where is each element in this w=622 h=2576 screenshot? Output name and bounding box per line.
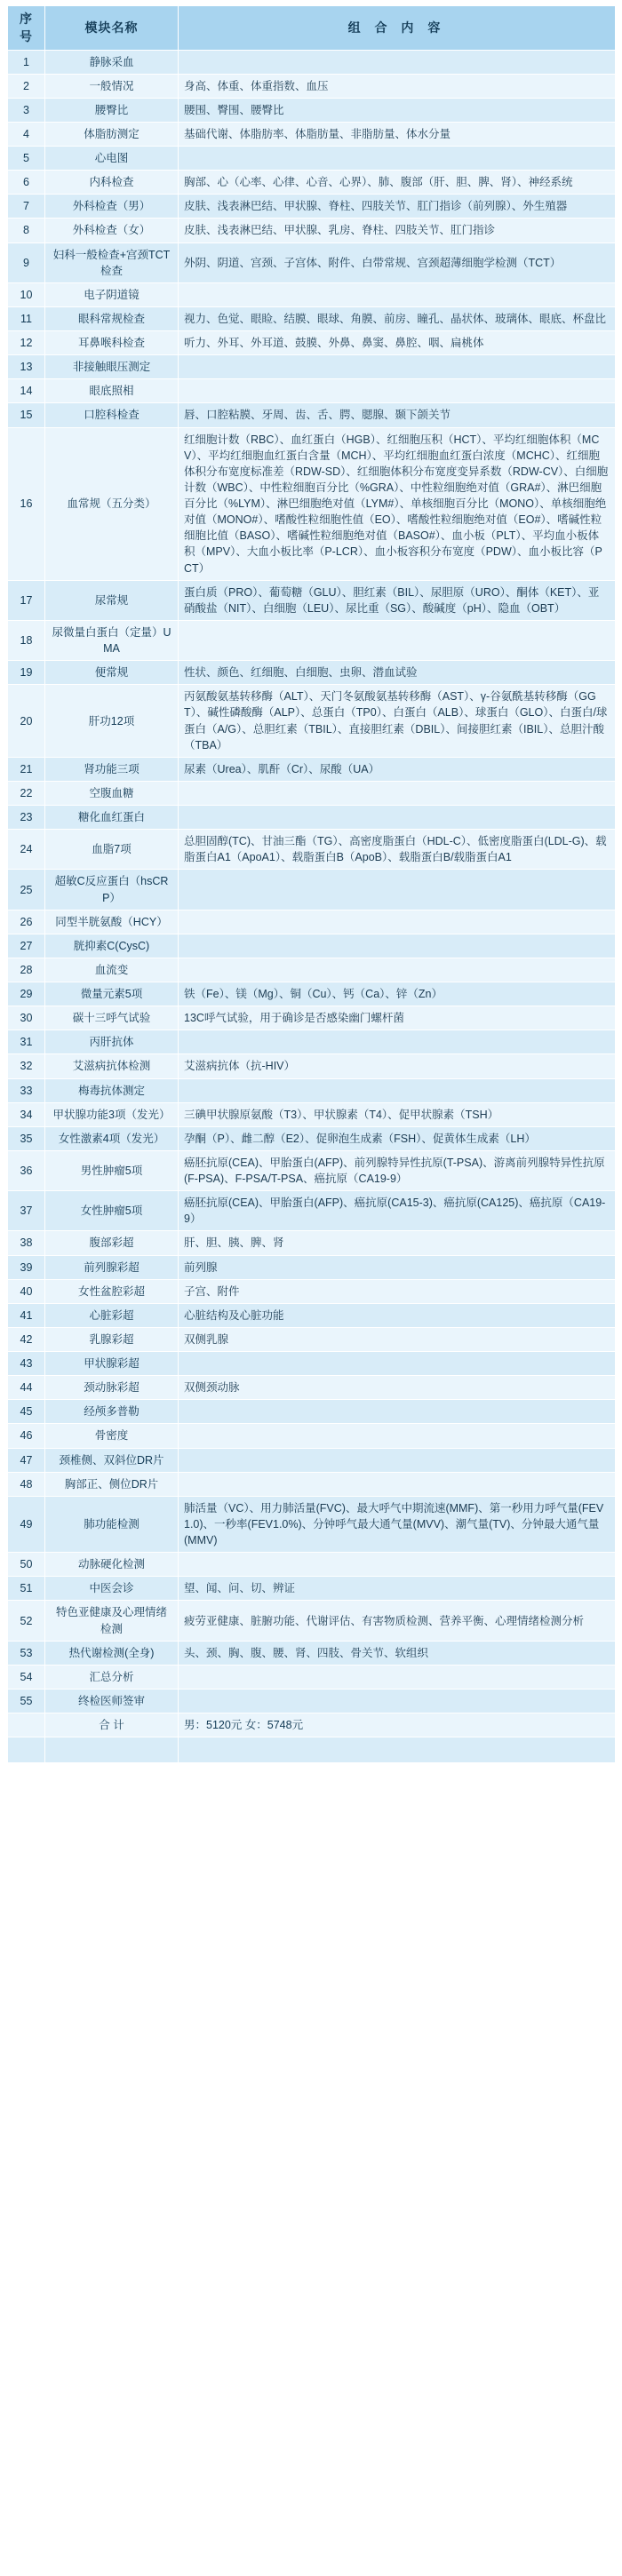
row-module-content: 胸部、心（心率、心律、心音、心界）、肺、腹部（肝、胆、脾、肾）、神经系统 xyxy=(179,171,616,195)
row-module-name: 耳鼻喉科检查 xyxy=(45,331,179,355)
row-module-name: 心电图 xyxy=(45,147,179,171)
row-index: 39 xyxy=(8,1255,45,1279)
row-module-content xyxy=(179,282,616,306)
row-index: 48 xyxy=(8,1472,45,1496)
row-module-content: 铁（Fe）、镁（Mg）、铜（Cu）、钙（Ca）、锌（Zn） xyxy=(179,982,616,1006)
table-row xyxy=(8,50,616,74)
table-row xyxy=(8,355,616,379)
row-module-content xyxy=(179,1030,616,1054)
blank-cell xyxy=(179,1737,616,1763)
row-module-name: 口腔科检查 xyxy=(45,403,179,427)
row-index: 49 xyxy=(8,1496,45,1552)
row-index: 10 xyxy=(8,282,45,306)
table-row xyxy=(8,331,616,355)
row-module-content: 肺活量（VC）、用力肺活量(FVC)、最大呼气中期流速(MMF)、第一秒用力呼气量(FEV1.0)、一秒率(FEV1.0%)、分钟呼气最大通气量(MVV)、潮气量(TV)、分钟最大通气量(MMV) xyxy=(179,1496,616,1552)
row-module-content: 听力、外耳、外耳道、鼓膜、外鼻、鼻窦、鼻腔、咽、扁桃体 xyxy=(179,331,616,355)
table-row xyxy=(8,122,616,146)
table-row xyxy=(8,910,616,934)
row-module-content xyxy=(179,1424,616,1448)
table-row xyxy=(8,1078,616,1102)
table-row xyxy=(8,1601,616,1641)
row-module-name: 艾滋病抗体检测 xyxy=(45,1054,179,1078)
row-module-name: 眼底照相 xyxy=(45,379,179,403)
row-module-name: 颈动脉彩超 xyxy=(45,1376,179,1400)
row-index: 47 xyxy=(8,1448,45,1472)
row-module-content: 唇、口腔粘膜、牙周、齿、舌、腭、腮腺、颞下颌关节 xyxy=(179,403,616,427)
table-row xyxy=(8,1327,616,1351)
table-row xyxy=(8,982,616,1006)
row-module-content: 双侧颈动脉 xyxy=(179,1376,616,1400)
table-row xyxy=(8,1150,616,1190)
row-index: 17 xyxy=(8,580,45,620)
row-index: 31 xyxy=(8,1030,45,1054)
row-module-name: 终检医师签审 xyxy=(45,1689,179,1713)
row-index: 23 xyxy=(8,806,45,830)
row-index: 4 xyxy=(8,122,45,146)
row-index: 3 xyxy=(8,98,45,122)
row-index: 11 xyxy=(8,306,45,330)
table-row xyxy=(8,242,616,282)
row-index: 41 xyxy=(8,1303,45,1327)
row-module-name: 经颅多普勒 xyxy=(45,1400,179,1424)
row-index: 6 xyxy=(8,171,45,195)
row-module-name: 热代谢检测(全身) xyxy=(45,1641,179,1665)
row-module-content xyxy=(179,379,616,403)
row-index: 43 xyxy=(8,1352,45,1376)
row-module-content: 前列腺 xyxy=(179,1255,616,1279)
row-module-content: 腰围、臀围、腰臀比 xyxy=(179,98,616,122)
row-module-name: 女性肿瘤5项 xyxy=(45,1191,179,1231)
row-module-name: 甲状腺功能3项（发光） xyxy=(45,1102,179,1126)
row-module-name: 肝功12项 xyxy=(45,685,179,758)
table-row xyxy=(8,74,616,98)
row-index: 5 xyxy=(8,147,45,171)
table-row xyxy=(8,1400,616,1424)
row-module-name: 超敏C反应蛋白（hsCRP） xyxy=(45,870,179,910)
row-module-content: 外阴、阴道、宫颈、子宫体、附件、白带常规、宫颈超薄细胞学检测（TCT） xyxy=(179,242,616,282)
table-row xyxy=(8,427,616,580)
row-module-content: 子宫、附件 xyxy=(179,1279,616,1303)
row-module-content xyxy=(179,1400,616,1424)
row-module-content xyxy=(179,50,616,74)
table-row xyxy=(8,1577,616,1601)
row-module-name: 静脉采血 xyxy=(45,50,179,74)
row-index: 35 xyxy=(8,1126,45,1150)
table-row xyxy=(8,379,616,403)
row-index: 55 xyxy=(8,1689,45,1713)
total-value: 男：5120元 女：5748元 xyxy=(179,1713,616,1737)
row-module-name: 体脂肪测定 xyxy=(45,122,179,146)
row-index: 8 xyxy=(8,219,45,242)
row-module-name: 汇总分析 xyxy=(45,1665,179,1689)
table-row xyxy=(8,1689,616,1713)
table-row xyxy=(8,806,616,830)
row-module-name: 甲状腺彩超 xyxy=(45,1352,179,1376)
row-module-name: 妇科一般检查+宫颈TCT检查 xyxy=(45,242,179,282)
table-row xyxy=(8,1191,616,1231)
row-module-name: 男性肿瘤5项 xyxy=(45,1150,179,1190)
table-row xyxy=(8,620,616,660)
row-index: 21 xyxy=(8,757,45,781)
row-module-name: 空腹血糖 xyxy=(45,781,179,805)
row-index: 16 xyxy=(8,427,45,580)
table-row xyxy=(8,1424,616,1448)
row-index: 28 xyxy=(8,958,45,982)
row-module-content: 艾滋病抗体（抗-HIV） xyxy=(179,1054,616,1078)
row-module-content xyxy=(179,910,616,934)
row-module-name: 同型半胱氨酸（HCY） xyxy=(45,910,179,934)
table-row xyxy=(8,219,616,242)
row-index: 2 xyxy=(8,74,45,98)
row-module-name: 前列腺彩超 xyxy=(45,1255,179,1279)
row-index: 19 xyxy=(8,661,45,685)
table-row xyxy=(8,98,616,122)
table-row xyxy=(8,306,616,330)
row-index: 26 xyxy=(8,910,45,934)
row-index: 1 xyxy=(8,50,45,74)
row-module-name: 中医会诊 xyxy=(45,1577,179,1601)
table-row xyxy=(8,1054,616,1078)
table-row xyxy=(8,757,616,781)
row-module-content xyxy=(179,1352,616,1376)
exam-items-table xyxy=(7,5,616,1763)
row-module-content xyxy=(179,1665,616,1689)
table-header xyxy=(8,6,616,51)
row-index: 12 xyxy=(8,331,45,355)
row-module-name: 便常规 xyxy=(45,661,179,685)
row-module-name: 肾功能三项 xyxy=(45,757,179,781)
row-module-content xyxy=(179,1553,616,1577)
row-index: 38 xyxy=(8,1231,45,1255)
total-row xyxy=(8,1713,616,1737)
row-module-content xyxy=(179,147,616,171)
table-row xyxy=(8,685,616,758)
row-module-name: 胸部正、侧位DR片 xyxy=(45,1472,179,1496)
header-name: 模块名称 xyxy=(45,6,179,51)
row-module-content: 望、闻、问、切、辨证 xyxy=(179,1577,616,1601)
table-row xyxy=(8,1448,616,1472)
table-row xyxy=(8,147,616,171)
table-row xyxy=(8,1126,616,1150)
row-index: 32 xyxy=(8,1054,45,1078)
row-index: 14 xyxy=(8,379,45,403)
row-index: 20 xyxy=(8,685,45,758)
row-module-content: 双侧乳腺 xyxy=(179,1327,616,1351)
row-index: 7 xyxy=(8,195,45,219)
table-row xyxy=(8,1665,616,1689)
row-module-name: 内科检查 xyxy=(45,171,179,195)
row-module-content xyxy=(179,1472,616,1496)
row-module-content xyxy=(179,1078,616,1102)
row-module-content: 三碘甲状腺原氨酸（T3）、甲状腺素（T4）、促甲状腺素（TSH） xyxy=(179,1102,616,1126)
row-index: 13 xyxy=(8,355,45,379)
row-module-name: 血常规（五分类） xyxy=(45,427,179,580)
table-row xyxy=(8,1231,616,1255)
row-index: 51 xyxy=(8,1577,45,1601)
row-module-content: 皮肤、浅表淋巴结、甲状腺、脊柱、四肢关节、肛门指诊（前列腺）、外生殖器 xyxy=(179,195,616,219)
row-module-name: 心脏彩超 xyxy=(45,1303,179,1327)
row-module-name: 腹部彩超 xyxy=(45,1231,179,1255)
table-row xyxy=(8,1496,616,1552)
row-index: 18 xyxy=(8,620,45,660)
row-module-content xyxy=(179,958,616,982)
row-module-content: 蛋白质（PRO）、葡萄糖（GLU）、胆红素（BIL）、尿胆原（URO）、酮体（KET）、亚硝酸盐（NIT）、白细胞（LEU）、尿比重（SG）、酸碱度（pH）、隐血（OBT） xyxy=(179,580,616,620)
row-module-content xyxy=(179,870,616,910)
table-row xyxy=(8,1352,616,1376)
blank-cell xyxy=(45,1737,179,1763)
table-row xyxy=(8,661,616,685)
row-module-content: 肝、胆、胰、脾、肾 xyxy=(179,1231,616,1255)
table-row xyxy=(8,171,616,195)
table-row xyxy=(8,781,616,805)
row-module-content xyxy=(179,781,616,805)
row-index: 22 xyxy=(8,781,45,805)
row-module-name: 尿微量白蛋白（定量）UMA xyxy=(45,620,179,660)
row-module-content: 头、颈、胸、腹、腰、肾、四肢、骨关节、软组织 xyxy=(179,1641,616,1665)
table-row xyxy=(8,958,616,982)
table-row xyxy=(8,830,616,870)
row-index: 53 xyxy=(8,1641,45,1665)
row-module-content: 癌胚抗原(CEA)、甲胎蛋白(AFP)、前列腺特异性抗原(T-PSA)、游离前列腺特异性抗原(F-PSA)、F-PSA/T-PSA、癌抗原（CA19-9） xyxy=(179,1150,616,1190)
row-module-name: 颈椎侧、双斜位DR片 xyxy=(45,1448,179,1472)
row-module-content xyxy=(179,934,616,958)
row-module-content: 癌胚抗原(CEA)、甲胎蛋白(AFP)、癌抗原(CA15-3)、癌抗原(CA125)、癌抗原（CA19-9） xyxy=(179,1191,616,1231)
row-module-content xyxy=(179,1689,616,1713)
blank-cell xyxy=(8,1737,45,1763)
table-row xyxy=(8,1030,616,1054)
row-index: 45 xyxy=(8,1400,45,1424)
row-index: 46 xyxy=(8,1424,45,1448)
row-module-name: 特色亚健康及心理情绪检测 xyxy=(45,1601,179,1641)
table-row xyxy=(8,1376,616,1400)
row-module-name: 骨密度 xyxy=(45,1424,179,1448)
row-module-content: 孕酮（P）、雌二醇（E2）、促卵泡生成素（FSH）、促黄体生成素（LH） xyxy=(179,1126,616,1150)
row-module-name: 尿常规 xyxy=(45,580,179,620)
row-module-content: 心脏结构及心脏功能 xyxy=(179,1303,616,1327)
row-module-content: 总胆固醇(TC)、甘油三酯（TG）、高密度脂蛋白（HDL-C）、低密度脂蛋白(LDL-G)、载脂蛋白A1（ApoA1）、载脂蛋白B（ApoB）、载脂蛋白B/载脂蛋白A1 xyxy=(179,830,616,870)
row-index: 27 xyxy=(8,934,45,958)
table-row xyxy=(8,1006,616,1030)
row-index: 25 xyxy=(8,870,45,910)
row-index: 29 xyxy=(8,982,45,1006)
row-index: 9 xyxy=(8,242,45,282)
row-module-name: 外科检查（女） xyxy=(45,219,179,242)
total-label: 合 计 xyxy=(45,1713,179,1737)
table-row xyxy=(8,1102,616,1126)
row-module-content: 身高、体重、体重指数、血压 xyxy=(179,74,616,98)
table-row xyxy=(8,1255,616,1279)
table-row xyxy=(8,1303,616,1327)
row-index: 30 xyxy=(8,1006,45,1030)
row-index: 40 xyxy=(8,1279,45,1303)
row-module-name: 微量元素5项 xyxy=(45,982,179,1006)
row-index: 15 xyxy=(8,403,45,427)
row-module-content xyxy=(179,620,616,660)
row-module-content xyxy=(179,355,616,379)
row-module-name: 肺功能检测 xyxy=(45,1496,179,1552)
row-module-content: 皮肤、浅表淋巴结、甲状腺、乳房、脊柱、四肢关节、肛门指诊 xyxy=(179,219,616,242)
row-index: 50 xyxy=(8,1553,45,1577)
row-module-name: 一般情况 xyxy=(45,74,179,98)
table-row xyxy=(8,580,616,620)
row-index: 24 xyxy=(8,830,45,870)
table-body xyxy=(8,50,616,1763)
row-module-content: 视力、色觉、眼睑、结膜、眼球、角膜、前房、瞳孔、晶状体、玻璃体、眼底、杯盘比 xyxy=(179,306,616,330)
row-module-name: 梅毒抗体测定 xyxy=(45,1078,179,1102)
row-index: 34 xyxy=(8,1102,45,1126)
row-module-content xyxy=(179,1448,616,1472)
row-index: 33 xyxy=(8,1078,45,1102)
row-module-name: 眼科常规检查 xyxy=(45,306,179,330)
total-row-index xyxy=(8,1713,45,1737)
table-row xyxy=(8,1279,616,1303)
row-module-content xyxy=(179,806,616,830)
table-row xyxy=(8,1472,616,1496)
row-module-content: 红细胞计数（RBC）、血红蛋白（HGB）、红细胞压积（HCT）、平均红细胞体积（MCV）、平均红细胞血红蛋白含量（MCH）、平均红细胞血红蛋白浓度（MCHC）、红细胞体积分布宽度标准差（RDW-SD）、红细胞体积分布宽度变异系数（RDW-CV）、白细胞计数（WBC）、中性粒细胞百分比（%GRA）、中性粒细胞绝对值（GRA#）、淋巴细胞百分比（%LYM）、淋巴细胞绝对值（LYM#）、单核细胞百分比（MONO）、单核细胞绝对值（MONO#）、嗜酸性粒细胞性值（EO）、嗜酸性粒细胞绝对值（EO#）、嗜碱性粒细胞比值（BASO）、嗜碱性粒细胞绝对值（BASO#）、血小板（PLT）、平均血小板体积（MPV）、大血小板比率（P-LCR）、血小板容积分布宽度（PDW）、血小板比容（PCT） xyxy=(179,427,616,580)
row-index: 52 xyxy=(8,1601,45,1641)
row-module-name: 乳腺彩超 xyxy=(45,1327,179,1351)
row-index: 37 xyxy=(8,1191,45,1231)
row-module-name: 血流变 xyxy=(45,958,179,982)
table-row xyxy=(8,870,616,910)
row-module-name: 女性盆腔彩超 xyxy=(45,1279,179,1303)
row-module-content: 基础代谢、体脂肪率、体脂肪量、非脂肪量、体水分量 xyxy=(179,122,616,146)
blank-row xyxy=(8,1737,616,1763)
row-module-name: 丙肝抗体 xyxy=(45,1030,179,1054)
row-module-name: 糖化血红蛋白 xyxy=(45,806,179,830)
row-module-content: 性状、颜色、红细胞、白细胞、虫卵、潜血试验 xyxy=(179,661,616,685)
row-index: 54 xyxy=(8,1665,45,1689)
table-row xyxy=(8,1553,616,1577)
row-index: 44 xyxy=(8,1376,45,1400)
table-row xyxy=(8,195,616,219)
row-module-content: 13C呼气试验，用于确诊是否感染幽门螺杆菌 xyxy=(179,1006,616,1030)
row-module-name: 女性激素4项（发光） xyxy=(45,1126,179,1150)
header-no: 序号 xyxy=(8,6,45,51)
row-index: 36 xyxy=(8,1150,45,1190)
table-row xyxy=(8,403,616,427)
row-module-content: 尿素（Urea）、肌酐（Cr）、尿酸（UA） xyxy=(179,757,616,781)
row-module-name: 电子阴道镜 xyxy=(45,282,179,306)
row-module-name: 腰臀比 xyxy=(45,98,179,122)
table-row xyxy=(8,282,616,306)
table-row xyxy=(8,1641,616,1665)
row-module-name: 血脂7项 xyxy=(45,830,179,870)
row-module-name: 动脉硬化检测 xyxy=(45,1553,179,1577)
header-row xyxy=(8,6,616,51)
row-index: 42 xyxy=(8,1327,45,1351)
table-row xyxy=(8,934,616,958)
row-module-content: 疲劳亚健康、脏腑功能、代谢评估、有害物质检测、营养平衡、心理情绪检测分析 xyxy=(179,1601,616,1641)
header-desc: 组 合 内 容 xyxy=(179,6,616,51)
row-module-name: 非接触眼压测定 xyxy=(45,355,179,379)
row-module-name: 胱抑素C(CysC) xyxy=(45,934,179,958)
row-module-name: 外科检查（男） xyxy=(45,195,179,219)
row-module-name: 碳十三呼气试验 xyxy=(45,1006,179,1030)
row-module-content: 丙氨酸氨基转移酶（ALT）、天门冬氨酸氨基转移酶（AST）、γ-谷氨酰基转移酶（GGT）、碱性磷酸酶（ALP）、总蛋白（TP0）、白蛋白（ALB）、球蛋白（GLO）、白蛋白/球蛋白（A/G）、总胆红素（TBIL）、直接胆红素（DBIL）、间接胆红素（IBIL）、总胆汁酸（TBA） xyxy=(179,685,616,758)
